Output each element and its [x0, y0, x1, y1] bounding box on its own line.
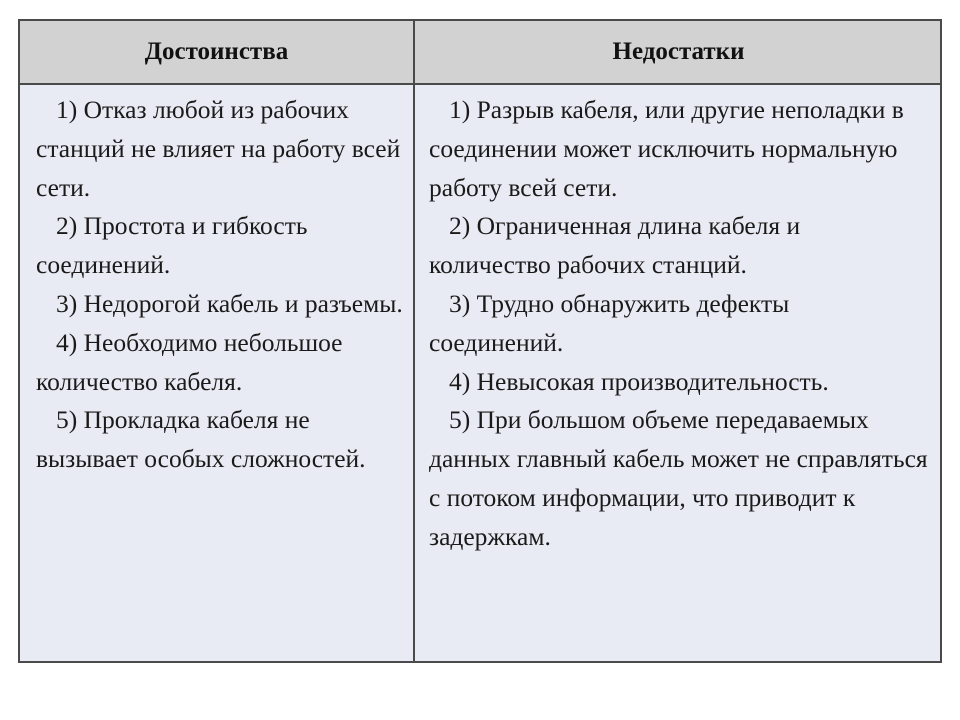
advantage-item: 4) Необходимо небольшое количество кабеля.	[36, 327, 343, 396]
disadvantage-item: 3) Трудно обнаружить дефекты соединений.	[429, 288, 790, 357]
advantage-item: 2) Простота и гибкость соединений.	[36, 211, 308, 280]
advantages-cell	[20, 87, 413, 661]
disadvantages-cell	[415, 87, 942, 661]
comparison-table	[18, 19, 942, 663]
disadvantage-item: 1) Разрыв кабеля, или другие неполадки в соединении может исключить нормальную работу всей сети.	[429, 95, 904, 202]
advantage-item: 3) Недорогой кабель и разъемы.	[56, 288, 403, 318]
table-header-row	[20, 21, 940, 85]
disadvantage-item: 4) Невысокая производительность.	[449, 366, 829, 396]
advantage-item: 1) Отказ любой из рабочих станций не влияет на работу всей сети.	[36, 95, 401, 202]
header-advantages: Достоинства	[144, 38, 289, 65]
disadvantage-item: 2) Ограниченная длина кабеля и количество рабочих станций.	[429, 211, 801, 280]
advantage-item: 5) Прокладка кабеля не вызывает особых сложностей.	[36, 405, 366, 474]
disadvantage-item: 5) При большом объеме передаваемых данных главный кабель может не справляться с потоком информации, что приводит к задержкам.	[429, 405, 928, 551]
header-disadvantages: Недостатки	[612, 38, 745, 65]
